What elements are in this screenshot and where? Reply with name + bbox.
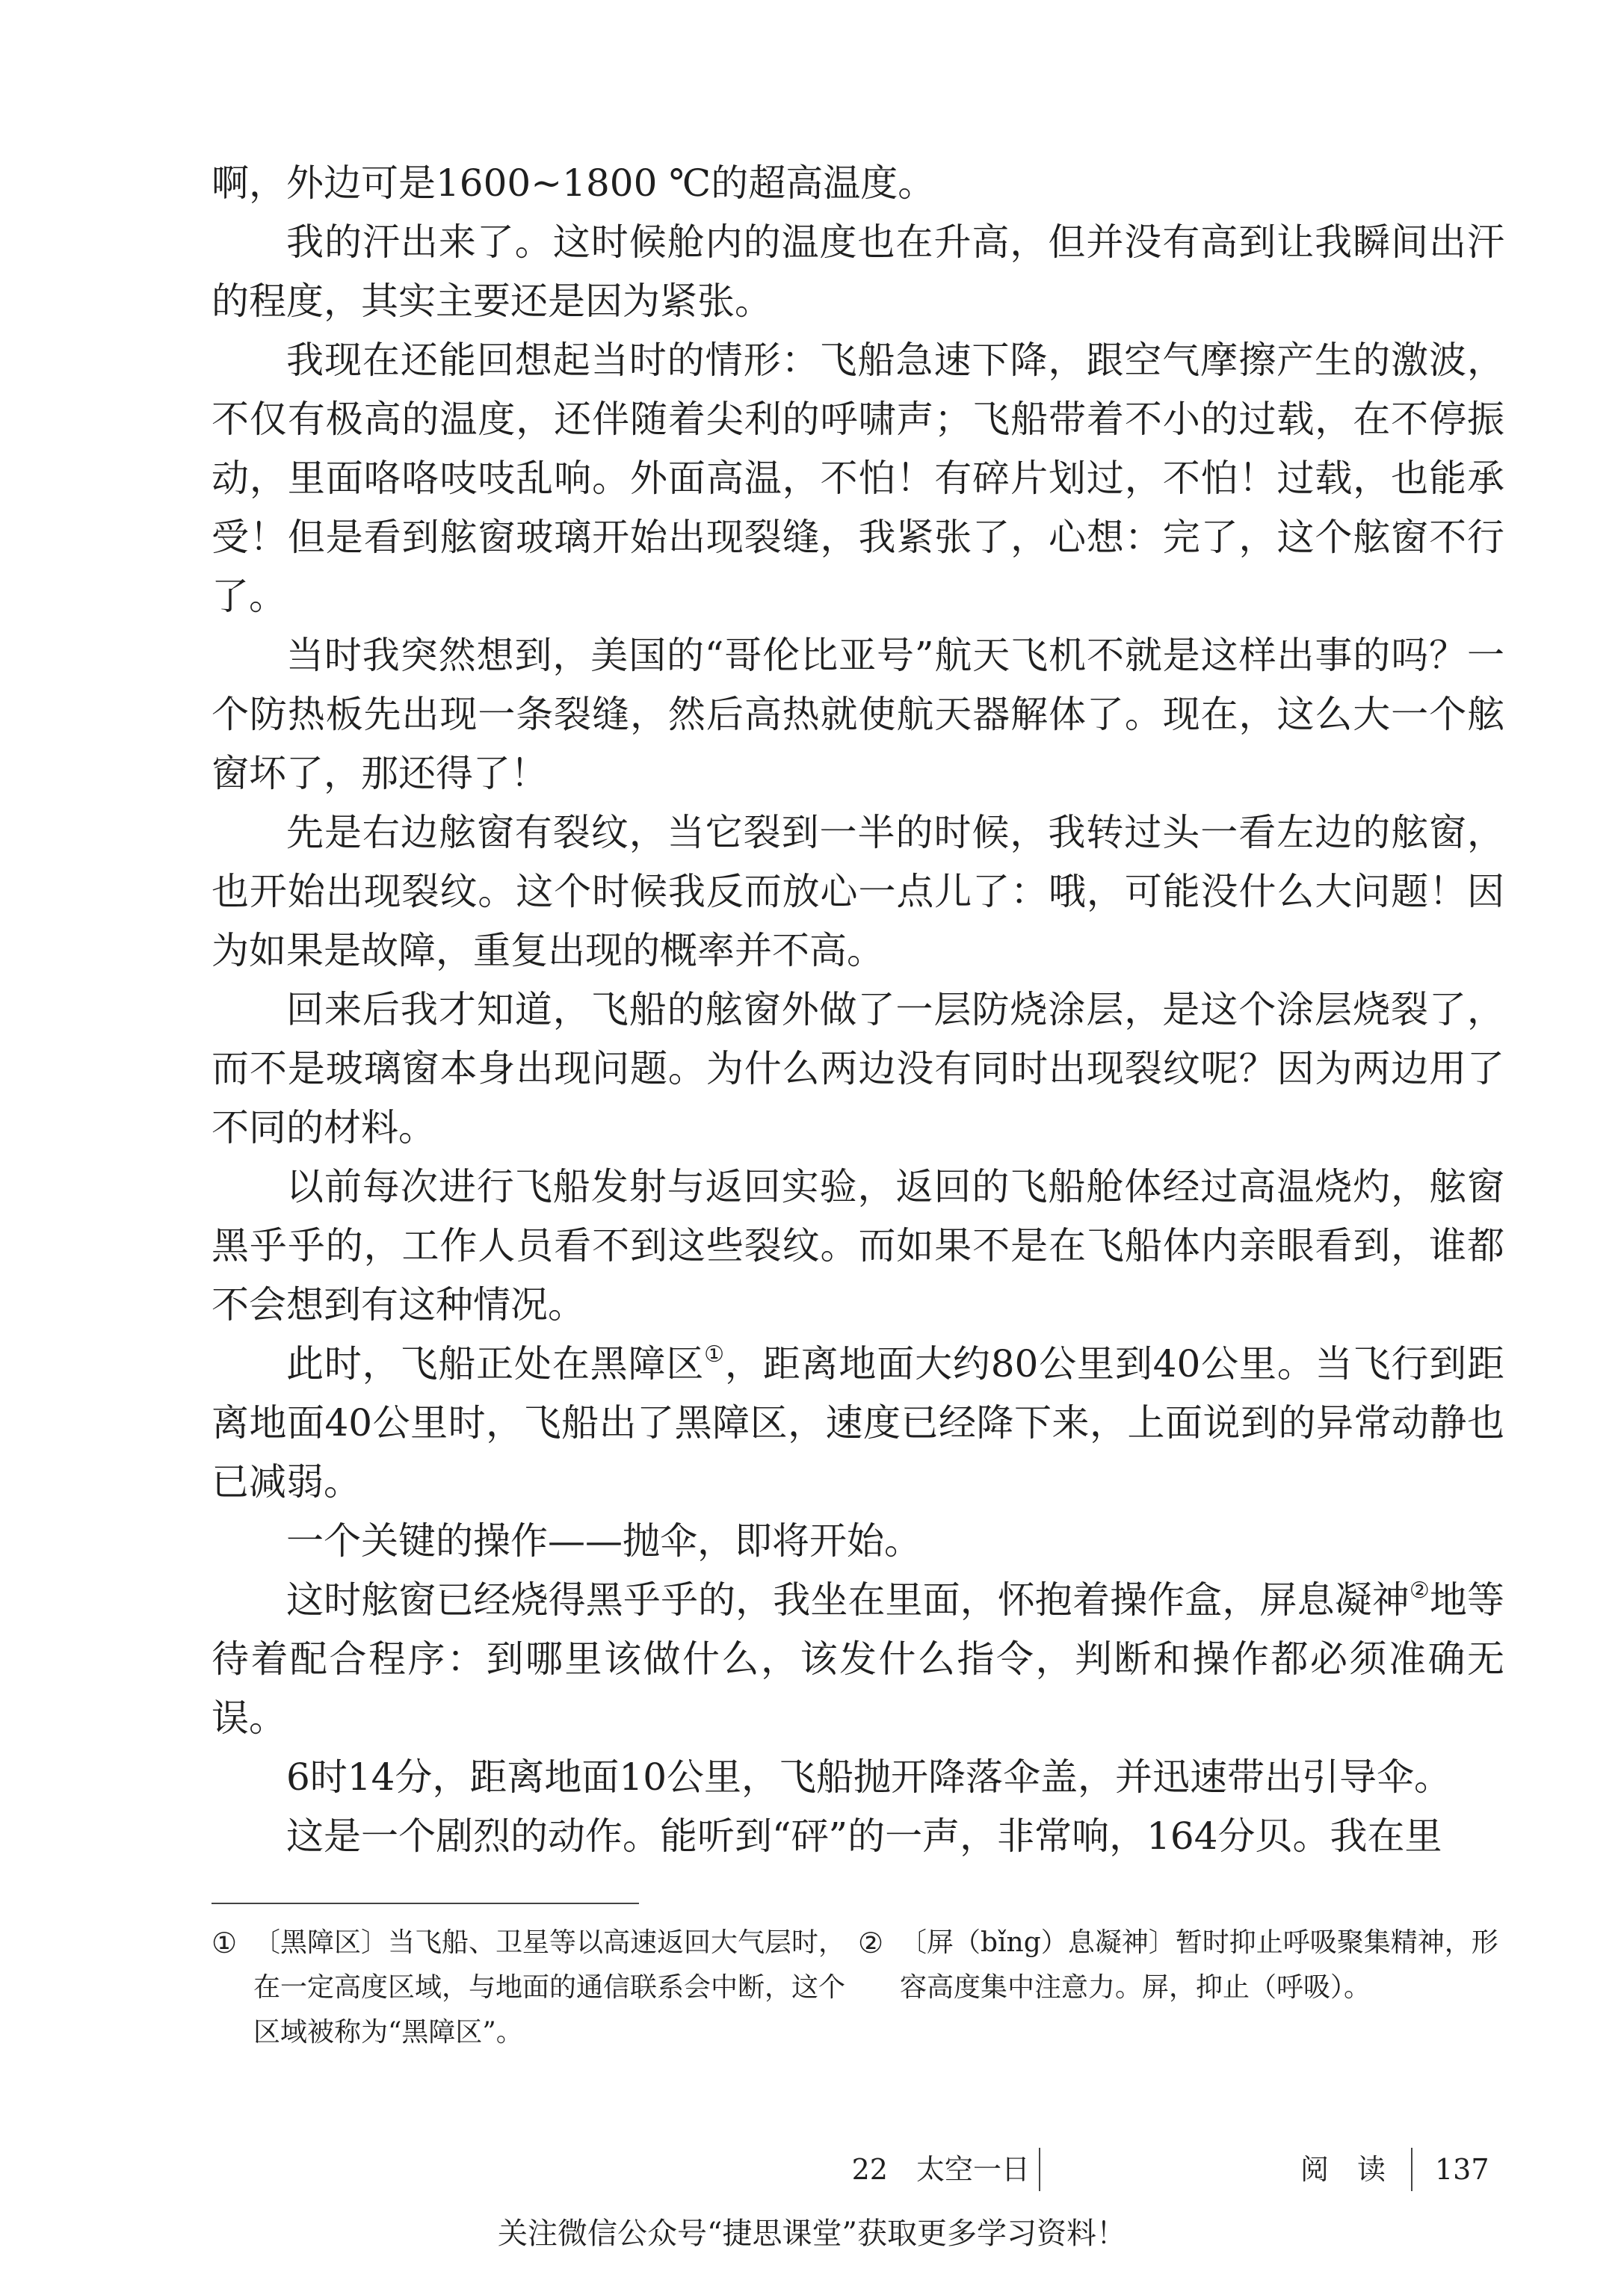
footer-divider xyxy=(1411,2148,1412,2191)
paragraph: 一个关键的操作——抛伞，即将开始。 xyxy=(286,1519,921,1563)
footnotes xyxy=(212,1921,1504,2055)
paragraph: 我现在还能回想起当时的情形：飞船急速下降，跟空气摩擦产生的激波，不仅有极高的温度，还伴随着尖利的呼啸声；飞船带着不小的过载，在不停振动，里面咯咯吱吱乱响。外面高温，不怕！有碎片划过，不怕！过载，也能承受！但是看到舷窗玻璃开始出现裂缝，我紧张了，心想：完了，这个舷窗不行了。 xyxy=(212,339,1504,618)
footnote-item xyxy=(858,1921,1504,2055)
paragraph: 以前每次进行飞船发射与返回实验，返回的飞船舱体经过高温烧灼，舷窗黑乎乎的，工作人员看不到这些裂纹。而如果不是在飞船体内亲眼看到，谁都不会想到有这种情况。 xyxy=(212,1165,1504,1326)
promo-text: 关注微信公众号“捷思课堂”获取更多学习资料！ xyxy=(498,2217,1126,2251)
paragraph-text: 此时，飞船正处在黑障区 xyxy=(286,1342,705,1386)
paragraph: 当时我突然想到，美国的“哥伦比亚号”航天飞机不就是这样出事的吗？一个防热板先出现一条裂缝，然后高热就使航天器解体了。现在，这么大一个舷窗坏了，那还得了！ xyxy=(212,634,1504,795)
footnote-item xyxy=(212,1921,858,2055)
lesson-number: 22 xyxy=(851,2153,888,2186)
footnote-reference[interactable]: ② xyxy=(1409,1578,1430,1604)
footnote-text: 〔黑障区〕当飞船、卫星等以高速返回大气层时，在一定高度区域，与地面的通信联系会中断，这个区域被称为“黑障区”。 xyxy=(253,1927,846,2048)
main-text xyxy=(212,154,1504,1866)
footnote-reference[interactable]: ① xyxy=(704,1341,725,1368)
footnote-mark: ① xyxy=(212,1927,238,1959)
paragraph: 先是右边舷窗有裂纹，当它裂到一半的时候，我转过头一看左边的舷窗，也开始出现裂纹。这个时候我反而放心一点儿了：哦，可能没什么大问题！因为如果是故障，重复出现的概率并不高。 xyxy=(212,811,1504,972)
paragraph-with-footnote xyxy=(212,1571,1504,1748)
lesson-title: 太空一日 xyxy=(916,2153,1030,2186)
page-number: 137 xyxy=(1435,2153,1489,2186)
paragraph: 我的汗出来了。这时候舱内的温度也在升高，但并没有高到让我瞬间出汗的程度，其实主要还是因为紧张。 xyxy=(212,220,1504,323)
paragraph: 啊，外边可是1600~1800 ℃的超高温度。 xyxy=(212,161,936,205)
paragraph-text: 这时舷窗已经烧得黑乎乎的，我坐在里面，怀抱着操作盒，屏息凝神 xyxy=(286,1578,1410,1622)
page-footer xyxy=(0,2143,1624,2196)
paragraph: 6时14分，距离地面10公里，飞船抛开降落伞盖，并迅速带出引导伞。 xyxy=(286,1755,1452,1799)
paragraph: 回来后我才知道，飞船的舷窗外做了一层防烧涂层，是这个涂层烧裂了，而不是玻璃窗本身出现问题。为什么两边没有同时出现裂纹呢？因为两边用了不同的材料。 xyxy=(212,988,1504,1149)
footnote-mark: ② xyxy=(858,1927,884,1959)
paragraph: 这是一个剧烈的动作。能听到“砰”的一声，非常响，164分贝。我在里 xyxy=(286,1814,1442,1858)
paragraph-text: ，距离地面大约80公里到40公里。当飞行到距离地面40公里时，飞船出了黑障区，速度已经降下来，上面说到的异常动静也已减弱。 xyxy=(212,1342,1504,1504)
footnote-divider xyxy=(212,1903,639,1904)
paragraph-text: 地等待着配合程序：到哪里该做什么，该发什么指令，判断和操作都必须准确无误。 xyxy=(212,1578,1505,1740)
paragraph-with-footnote xyxy=(212,1335,1504,1512)
section-label: 阅 读 xyxy=(1300,2153,1386,2186)
lesson-label xyxy=(852,2143,1030,2196)
footer-divider xyxy=(1039,2148,1040,2191)
footnote-text: 〔屏（bǐng）息凝神〕暂时抑止呼吸聚集精神，形容高度集中注意力。屏，抑止（呼吸）。 xyxy=(900,1927,1498,2003)
